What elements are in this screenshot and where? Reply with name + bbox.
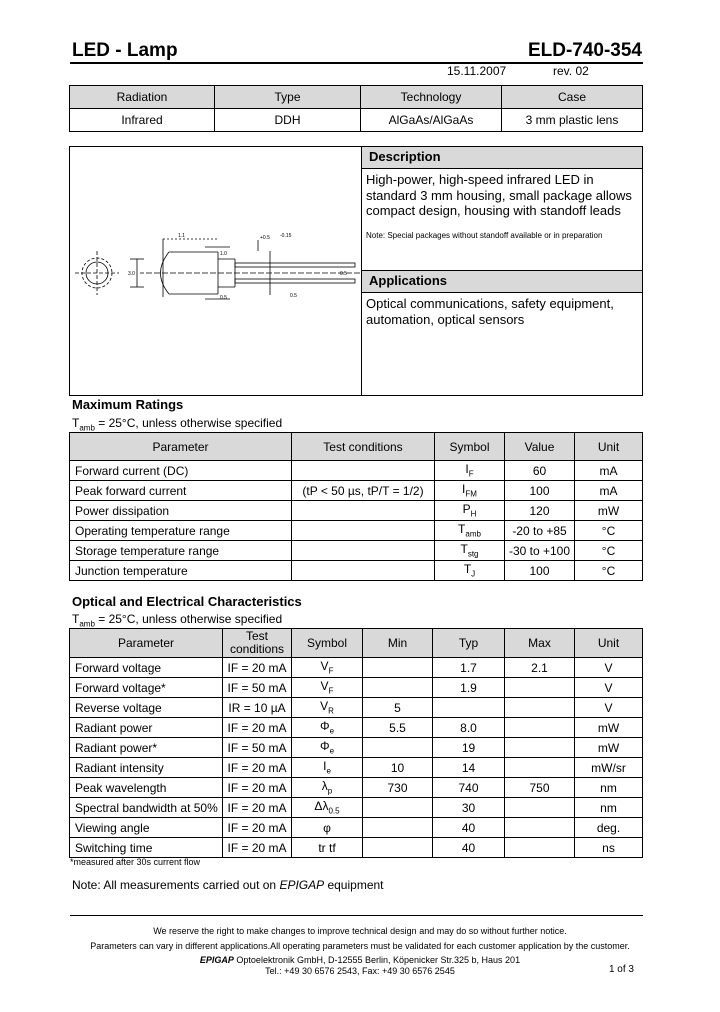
symbol-cell — [292, 738, 363, 758]
min-cell — [363, 798, 433, 818]
opt-header-max: Max — [505, 629, 575, 658]
table-row — [70, 561, 643, 581]
info-value-row — [70, 109, 643, 132]
typ-cell: 19 — [433, 738, 505, 758]
value-cell: 120 — [505, 501, 575, 521]
unit-cell: mW — [575, 501, 643, 521]
symbol-text: I — [323, 759, 327, 774]
symbol-cell — [292, 778, 363, 798]
max-header-parameter: Parameter — [70, 433, 292, 461]
symbol-text: I — [465, 462, 469, 477]
description-heading: Description — [362, 147, 642, 169]
min-cell — [363, 818, 433, 838]
symbol-text: V — [320, 699, 329, 714]
optical-table — [69, 628, 643, 858]
symbol-subscript: stg — [467, 549, 479, 559]
max-ratings-title: Maximum Ratings — [72, 397, 184, 412]
svg-text:3.0: 3.0 — [128, 271, 135, 277]
typ-cell: 1.9 — [433, 678, 505, 698]
svg-text:1.0: 1.0 — [220, 251, 227, 257]
table-row — [70, 541, 643, 561]
svg-text:+0.5: +0.5 — [260, 235, 270, 241]
typ-cell — [433, 698, 505, 718]
typ-cell: 8.0 — [433, 718, 505, 738]
symbol-text: λ — [321, 779, 328, 794]
footer-address: EPIGAP Optoelektronik GmbH, D-12555 Berlin, Köpenicker Str.325 b, Haus 201 — [199, 955, 521, 965]
info-type: DDH — [215, 109, 361, 132]
symbol-subscript: F — [468, 469, 474, 479]
symbol-text: Φ — [319, 719, 330, 734]
symbol-cell — [292, 838, 363, 858]
typ-cell: 740 — [433, 778, 505, 798]
info-case: 3 mm plastic lens — [502, 109, 643, 132]
description-panel — [361, 146, 643, 271]
value-cell: 100 — [505, 481, 575, 501]
opt-header-unit: Unit — [575, 629, 643, 658]
table-row — [70, 778, 643, 798]
opt-header-min: Min — [363, 629, 433, 658]
symbol-subscript: 0.5 — [328, 806, 340, 816]
opt-header-symbol: Symbol — [292, 629, 363, 658]
optical-header-row — [70, 629, 643, 658]
min-cell: 10 — [363, 758, 433, 778]
parameter-cell: Storage temperature range — [70, 541, 292, 561]
min-cell — [363, 678, 433, 698]
min-cell — [363, 658, 433, 678]
typ-cell: 40 — [433, 818, 505, 838]
symbol-subscript: e — [326, 766, 331, 776]
description-note: Note: Special packages without standoff available or in preparation — [366, 230, 603, 240]
table-row — [70, 678, 643, 698]
symbol-subscript: e — [329, 746, 335, 756]
opt-header-conditions: Test conditions — [223, 629, 292, 658]
unit-cell: °C — [575, 561, 643, 581]
part-number: ELD-740-354 — [527, 40, 642, 61]
max-cell — [505, 758, 575, 778]
max-header-symbol: Symbol — [435, 433, 505, 461]
optical-title: Optical and Electrical Characteristics — [72, 594, 302, 609]
document-revision: rev. 02 — [553, 64, 589, 78]
unit-cell: V — [575, 678, 643, 698]
symbol-cell — [292, 658, 363, 678]
max-ratings-condition: $T_{amb} = 25^\circ C$, unless otherwise specified — [72, 416, 283, 433]
parameter-cell: Radiant power* — [70, 738, 223, 758]
applications-panel — [361, 270, 643, 396]
typ-cell: 30 — [433, 798, 505, 818]
package-drawing — [70, 147, 361, 395]
table-row — [70, 758, 643, 778]
table-row — [70, 698, 643, 718]
symbol-cell — [292, 798, 363, 818]
parameter-cell: Radiant intensity — [70, 758, 223, 778]
symbol-subscript: FM — [465, 489, 477, 499]
typ-cell: 40 — [433, 838, 505, 858]
parameter-cell: Forward voltage — [70, 658, 223, 678]
symbol-subscript: p — [327, 786, 333, 796]
parameter-cell: Viewing angle — [70, 818, 223, 838]
measurement-note: Note: All measurements carried out on EPIGAP equipment — [72, 878, 384, 892]
parameter-cell: Spectral bandwidth at 50% — [70, 798, 223, 818]
symbol-cell — [435, 541, 505, 561]
symbol-subscript: amb — [465, 529, 481, 539]
symbol-text: Φ — [319, 739, 330, 754]
table-row — [70, 461, 643, 481]
opt-header-parameter: Parameter — [70, 629, 223, 658]
table-row — [70, 718, 643, 738]
parameter-cell: Reverse voltage — [70, 698, 223, 718]
value-cell: 60 — [505, 461, 575, 481]
table-row — [70, 738, 643, 758]
footer-disclaimer: We reserve the right to make changes to improve technical design and may do so without further notice. — [153, 926, 567, 936]
table-row — [70, 818, 643, 838]
parameter-cell: Power dissipation — [70, 501, 292, 521]
parameter-cell: Forward current (DC) — [70, 461, 292, 481]
optical-condition: $T_{amb} = 25^\circ C$, unless otherwise specified — [72, 612, 283, 629]
info-header-type: Type — [215, 86, 361, 109]
opt-header-typ: Typ — [433, 629, 505, 658]
symbol-cell — [292, 758, 363, 778]
max-cell: 2.1 — [505, 658, 575, 678]
applications-text: Optical communications, safety equipment, automation, optical sensors — [366, 296, 614, 327]
parameter-cell: Peak wavelength — [70, 778, 223, 798]
typ-cell: 1.7 — [433, 658, 505, 678]
description-text: High-power, high-speed infrared LED in standard 3 mm housing, small package allows compact design, housing with standoff leads — [366, 172, 632, 218]
symbol-cell — [292, 678, 363, 698]
symbol-cell — [292, 698, 363, 718]
table-row — [70, 798, 643, 818]
min-cell: 5 — [363, 698, 433, 718]
unit-cell: mW/sr — [575, 758, 643, 778]
footer-rule — [70, 915, 643, 916]
max-header-value: Value — [505, 433, 575, 461]
symbol-subscript: F — [328, 686, 334, 696]
symbol-cell — [435, 481, 505, 501]
info-radiation: Infrared — [70, 109, 215, 132]
parameter-cell: Forward voltage* — [70, 678, 223, 698]
symbol-text: I — [462, 482, 466, 497]
condition-cell — [292, 561, 435, 581]
symbol-subscript: F — [328, 666, 334, 676]
min-cell — [363, 838, 433, 858]
info-header-technology: Technology — [361, 86, 502, 109]
value-cell: -20 to +85 — [505, 521, 575, 541]
condition-cell: IF = 20 mA — [223, 798, 292, 818]
symbol-cell — [435, 461, 505, 481]
condition-cell — [292, 501, 435, 521]
max-cell — [505, 838, 575, 858]
max-cell — [505, 798, 575, 818]
symbol-text: P — [462, 502, 471, 517]
condition-cell: IF = 20 mA — [223, 658, 292, 678]
svg-text:0.5: 0.5 — [290, 293, 297, 299]
symbol-text: T — [460, 542, 468, 557]
min-cell — [363, 738, 433, 758]
info-header-row — [70, 86, 643, 109]
svg-text:1.1: 1.1 — [178, 233, 185, 239]
info-header-radiation: Radiation — [70, 86, 215, 109]
max-cell — [505, 818, 575, 838]
document-date: 15.11.2007 — [447, 64, 507, 78]
info-header-case: Case — [502, 86, 643, 109]
symbol-text: tr tf — [318, 840, 336, 855]
unit-cell: ns — [575, 838, 643, 858]
parameter-cell: Operating temperature range — [70, 521, 292, 541]
symbol-text: T — [458, 522, 466, 537]
unit-cell: nm — [575, 778, 643, 798]
svg-text:0.5: 0.5 — [340, 271, 347, 277]
symbol-subscript: J — [471, 569, 476, 579]
condition-cell — [292, 541, 435, 561]
unit-cell: V — [575, 658, 643, 678]
condition-cell: IR = 10 µA — [223, 698, 292, 718]
unit-cell: deg. — [575, 818, 643, 838]
document-title: LED - Lamp — [72, 40, 178, 61]
unit-cell: nm — [575, 798, 643, 818]
parameter-cell: Switching time — [70, 838, 223, 858]
parameter-cell: Radiant power — [70, 718, 223, 738]
max-cell — [505, 698, 575, 718]
unit-cell: mA — [575, 461, 643, 481]
unit-cell: °C — [575, 521, 643, 541]
table-row — [70, 658, 643, 678]
table-row — [70, 838, 643, 858]
table-row — [70, 481, 643, 501]
svg-text:0.5: 0.5 — [220, 295, 227, 301]
max-cell — [505, 718, 575, 738]
parameter-cell: Junction temperature — [70, 561, 292, 581]
applications-heading: Applications — [362, 271, 642, 293]
symbol-cell — [292, 818, 363, 838]
condition-cell — [292, 521, 435, 541]
symbol-text: T — [463, 562, 472, 577]
condition-cell: IF = 20 mA — [223, 818, 292, 838]
symbol-cell — [292, 718, 363, 738]
min-cell: 730 — [363, 778, 433, 798]
condition-cell: (tP < 50 µs, tP/T = 1/2) — [292, 481, 435, 501]
unit-cell: °C — [575, 541, 643, 561]
symbol-text: Δλ — [314, 799, 329, 814]
unit-cell: mW — [575, 738, 643, 758]
footer-parameters-note: Parameters can vary in different applications.All operating parameters must be validated for each customer application by the customer. — [90, 941, 630, 951]
condition-cell: IF = 20 mA — [223, 838, 292, 858]
condition-cell: IF = 20 mA — [223, 778, 292, 798]
unit-cell: V — [575, 698, 643, 718]
parameter-cell: Peak forward current — [70, 481, 292, 501]
symbol-subscript: e — [329, 726, 335, 736]
info-technology: AlGaAs/AlGaAs — [361, 109, 502, 132]
unit-cell: mW — [575, 718, 643, 738]
page-number: 1 of 3 — [608, 964, 634, 975]
condition-cell: IF = 50 mA — [223, 678, 292, 698]
symbol-text: φ — [323, 820, 331, 835]
max-cell — [505, 678, 575, 698]
package-drawing-panel — [69, 146, 362, 396]
symbol-text: V — [320, 679, 329, 694]
value-cell: 100 — [505, 561, 575, 581]
max-ratings-table — [69, 432, 643, 581]
max-cell — [505, 738, 575, 758]
symbol-text: V — [320, 659, 329, 674]
condition-cell: IF = 20 mA — [223, 758, 292, 778]
measurement-footnote: *measured after 30s current flow — [70, 857, 201, 867]
max-ratings-header-row — [70, 433, 643, 461]
symbol-cell — [435, 521, 505, 541]
min-cell: 5.5 — [363, 718, 433, 738]
symbol-subscript: R — [328, 706, 334, 716]
typ-cell: 14 — [433, 758, 505, 778]
symbol-subscript: H — [470, 509, 477, 519]
symbol-cell — [435, 561, 505, 581]
max-header-unit: Unit — [575, 433, 643, 461]
max-cell: 750 — [505, 778, 575, 798]
condition-cell: IF = 20 mA — [223, 718, 292, 738]
table-row — [70, 501, 643, 521]
value-cell: -30 to +100 — [505, 541, 575, 561]
condition-cell: IF = 50 mA — [223, 738, 292, 758]
symbol-cell — [435, 501, 505, 521]
unit-cell: mA — [575, 481, 643, 501]
svg-text:-0.15: -0.15 — [280, 233, 292, 239]
footer-contact: Tel.: +49 30 6576 2543, Fax: +49 30 6576 2545 — [265, 966, 455, 976]
info-table — [69, 85, 643, 132]
condition-cell — [292, 461, 435, 481]
table-row — [70, 521, 643, 541]
max-header-conditions: Test conditions — [292, 433, 435, 461]
